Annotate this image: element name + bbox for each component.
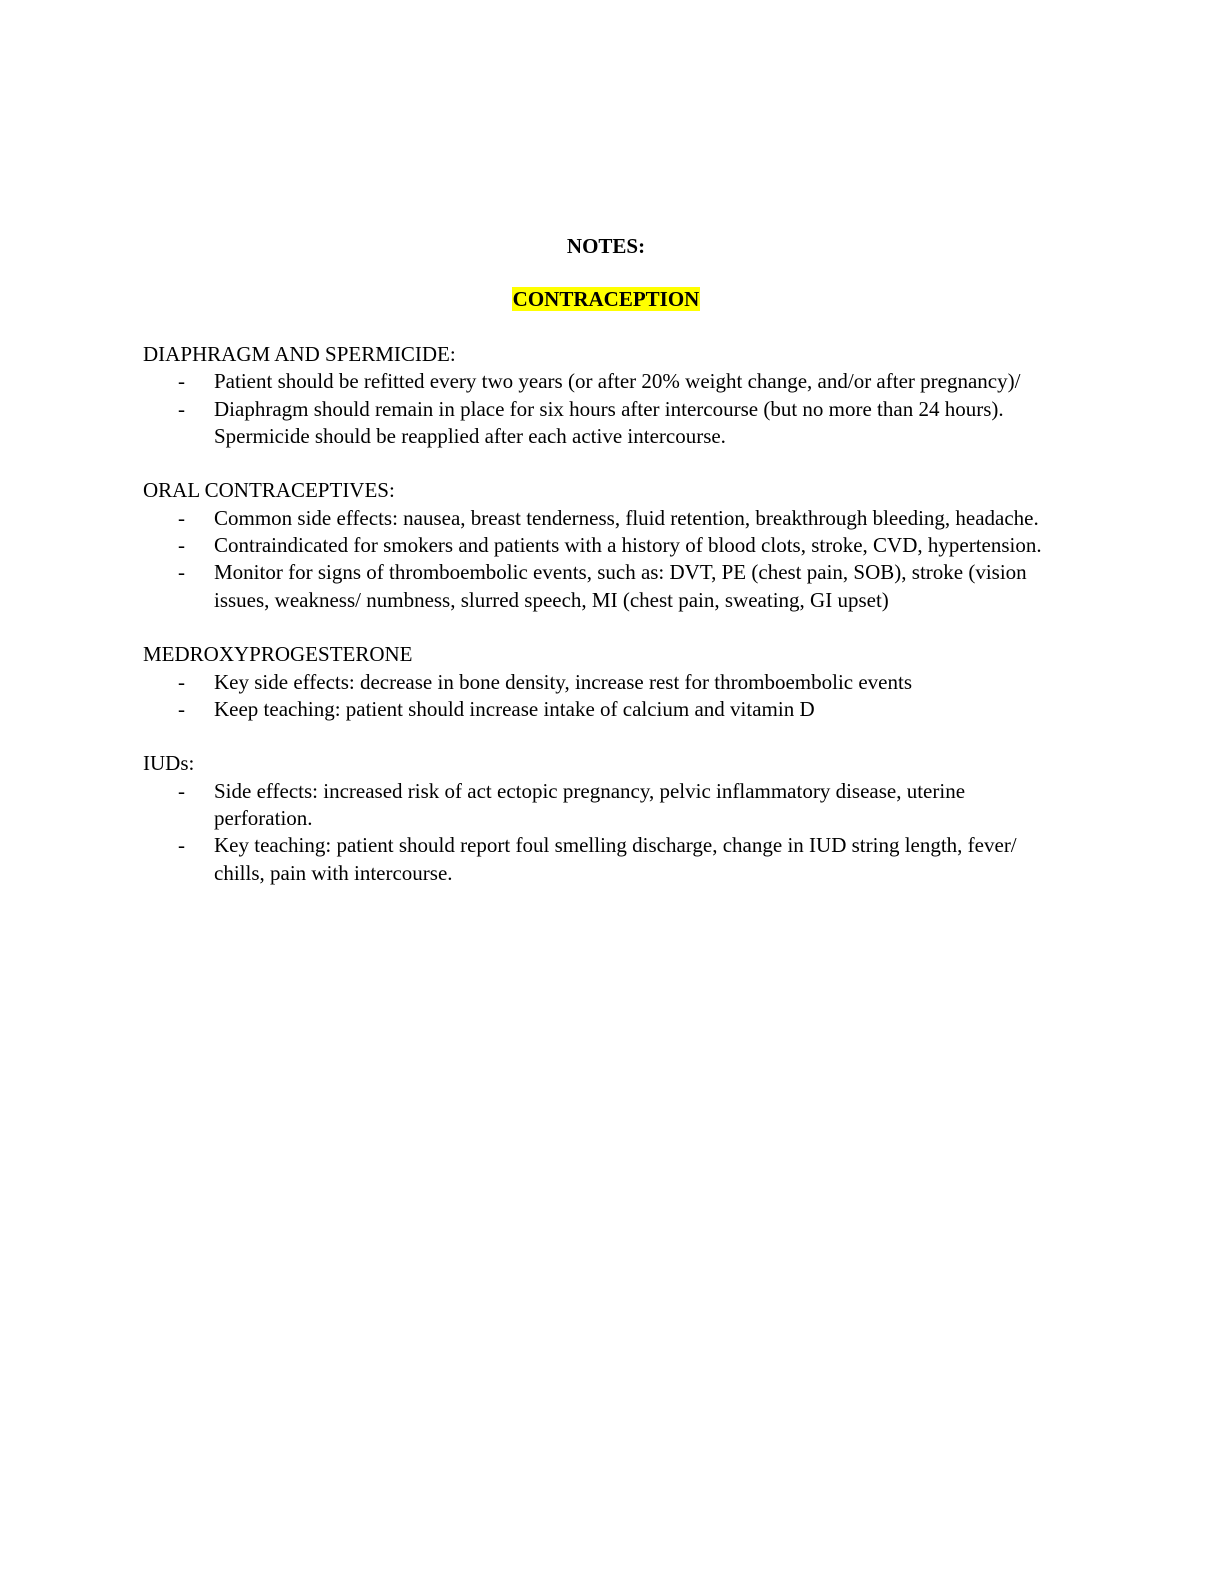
- list-item: [143, 559, 1063, 614]
- list-item-text: Side effects: increased risk of act ectopic pregnancy, pelvic inflammatory disease, uterine perforation.: [214, 778, 966, 831]
- bullet-dash: -: [178, 533, 185, 558]
- section-iuds: [143, 750, 1063, 886]
- bullet-dash: -: [178, 778, 185, 803]
- list-item: [143, 532, 1063, 559]
- highlighted-title-text: CONTRACEPTION: [512, 287, 700, 311]
- bullet-dash: -: [178, 833, 185, 858]
- section-medroxyprogesterone: [143, 641, 1063, 723]
- list-item: [143, 696, 1063, 723]
- bullet-dash: -: [178, 560, 185, 585]
- bullet-list: [143, 669, 1063, 724]
- list-item-text: Patient should be refitted every two years (or after 20% weight change, and/or after pregnancy)/: [214, 369, 1021, 394]
- list-item-text: Keep teaching: patient should increase intake of calcium and vitamin D: [214, 696, 815, 721]
- bullet-dash: -: [178, 369, 185, 394]
- bullet-dash: -: [178, 396, 185, 421]
- section-heading: ORAL CONTRACEPTIVES:: [143, 478, 395, 503]
- section-heading: IUDs:: [143, 751, 195, 776]
- bullet-dash: -: [178, 669, 185, 694]
- list-item-text: Diaphragm should remain in place for six hours after intercourse (but no more than 24 hours). Spermicide should be reapplied after each active intercourse.: [214, 396, 1004, 448]
- bullet-dash: -: [178, 505, 185, 530]
- list-item-text: Key teaching: patient should report foul smelling discharge, change in IUD string length, fever/ chills, pain with intercourse.: [214, 833, 1017, 885]
- list-item-text: Monitor for signs of thromboembolic events, such as: DVT, PE (chest pain, SOB), stroke (vision issues, weakness/ numbness, slurred speech, MI (chest pain, sweating, GI upset): [214, 560, 1027, 612]
- list-item-text: Key side effects: decrease in bone density, increase rest for thromboembolic events: [214, 669, 912, 694]
- bullet-dash: -: [178, 696, 185, 721]
- list-item: [143, 778, 1063, 833]
- document-body: [143, 341, 1063, 914]
- list-item: [143, 505, 1063, 532]
- document-title: [0, 285, 1212, 313]
- section-heading: DIAPHRAGM AND SPERMICIDE:: [143, 342, 456, 366]
- section-oral-contraceptives: [143, 477, 1063, 613]
- list-item-text: Contraindicated for smokers and patients with a history of blood clots, stroke, CVD, hypertension.: [214, 533, 1042, 558]
- list-item: [143, 832, 1063, 887]
- list-item: [143, 368, 1063, 395]
- list-item: [143, 669, 1063, 696]
- bullet-list: [143, 505, 1063, 614]
- list-item: [143, 396, 1063, 451]
- notes-heading: NOTES:: [566, 234, 646, 258]
- bullet-list: [143, 778, 1063, 887]
- section-heading: MEDROXYPROGESTERONE: [143, 642, 413, 667]
- bullet-list: [143, 368, 1063, 450]
- section-diaphragm: [143, 341, 1063, 450]
- list-item-text: Common side effects: nausea, breast tenderness, fluid retention, breakthrough bleeding, headache.: [214, 505, 1039, 530]
